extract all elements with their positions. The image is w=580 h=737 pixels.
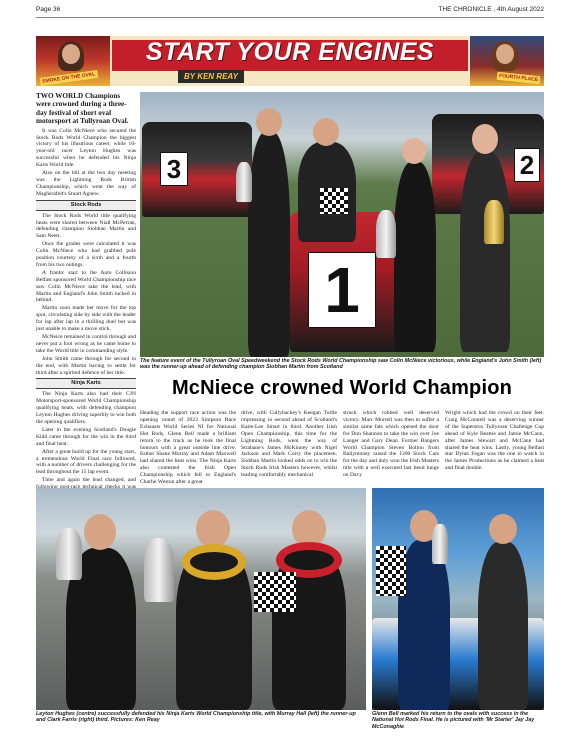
car-number-1: 1 (308, 252, 376, 328)
paragraph: A frantic start to the Auto Collision Belfast sponsored World Championship race saw Colin McNiece take the lead, with Martin and England's John Smith tucked in behind. (36, 269, 136, 304)
paragraph: The Ninja Karts also had their CJN Motorsport-sponsored World Championship qualifying heats, with defending champion Leyton Hughes driving superbly to win both the opening qualifiers. (36, 391, 136, 425)
subhead-stock-rods: Stock Rods (36, 200, 136, 211)
hotrods-photo-caption: Glenn Bell marked his return to the ovals with success in the National Hot Rods Final. He is pictured with 'Mr Starter' Jay Jay McConaghie (372, 711, 535, 730)
chequered-flag-icon (320, 188, 348, 214)
paragraph: The Stock Rods World title qualifying heats were shared between Niall McPerran, defending champion Siobhan Martin and Sam Neter. (36, 212, 136, 240)
paragraph: drive, with Cullybackey's Keegan Turtle impressing in second ahead of Scotland's Katie-Lee Smart in third. Another Irish Open Championship, this time for the Lightning Rods, went the way of Strabane's James McKinney with Nigel Jackson and Mark Corry the placemen. Siobhan Martin looked odds on to win the Stock Rods Irish Masters however, whilst leading comfortably mechanical (241, 410, 337, 479)
paragraph: Once the grades were calculated it was Colin McNiece who had grabbed pole position courtesy of a sixth and a fourth from his two outings. (36, 241, 136, 268)
karts-photo (36, 488, 366, 710)
car-number-3: 3 (160, 152, 188, 186)
trophy-icon (376, 210, 396, 258)
paragraph: Martin soon made her move for the top spot, circulating side by side with the leader for lap after lap in a thrilling duel but was just unable to make a move stick. (36, 305, 136, 333)
head (313, 118, 339, 146)
karts-photo-caption: Leyton Hughes (centre) successfully defended his Ninja Karts World Championship title, with Murray Hall (left) the runner-up and Clark Farris (right) third. Pictures: Ken Reay (36, 711, 356, 724)
paragraph: Also on the bill at the two day meeting was the Lightning Rods British Championship, which went the way of Magherafelt's Stuart Agnew. (36, 170, 136, 197)
paragraph: McNeice remained in control through and never put a foot wrong as he came home to take the World title in commanding style. (36, 334, 136, 354)
driver-john-smith (248, 132, 290, 357)
chequered-flag-icon (254, 572, 296, 612)
trophy-icon (484, 200, 504, 244)
article-left-column (36, 92, 136, 484)
article-headline: McNiece crowned World Champion (140, 372, 544, 405)
publication-date: THE CHRONICLE , 4th August 2022 (438, 6, 544, 13)
paragraph: John Smith came through for second in the end, with Martin having to settle for third after a spirited defence of her title. (36, 355, 136, 376)
trophy-icon (56, 528, 82, 580)
paragraph: Wright which had the crowd on their feet. Craig McConnell was a deserving winner of the Superstox Tullyroan Challenge Cup ahead of Kyle Beattie and Jamie McCann, after James Stewart and McCann had shared the heat wins. Lastly, young Belfast star Dylan Fegan was the one to watch in the James Productions as he claimed a heat and final double. (445, 410, 544, 472)
banner-left-photo (36, 36, 110, 86)
race-car-left (142, 122, 252, 217)
paragraph: It was Colin McNiece who secured the Stock Rods World Champion the biggest victory of his illustrious career, while 10-year-old racer Leyton Hughes was successful when he defended his Ninja Karts World title. (36, 127, 136, 169)
driver-junior (394, 162, 436, 352)
head (196, 510, 230, 548)
garland-icon (182, 544, 246, 580)
banner-right-tag: FOURTH PLACE (497, 72, 541, 84)
trophy-icon (432, 524, 448, 564)
hotrods-photo (372, 488, 544, 710)
banner-left-tag: SMOKE ON THE OVAL (40, 70, 98, 86)
banner-title: START YOUR ENGINES (145, 38, 435, 66)
main-photo-caption: The feature event of the Tullyroan Oval Speedweekend the Stock Rods World Championship saw Colin McNiece victorious, while England's John Smith (left) was the runner-up ahead of defending champion Siobhan Martin from Scotland (140, 358, 542, 371)
head (489, 514, 517, 544)
head (402, 138, 426, 164)
banner-right-photo (470, 36, 544, 86)
paragraph: Heading the support race action was the opening round of 2023 Simpson Race Exhausts World Series NI for National Hot Rods, Glenn Bell made a brilliant return to the track as he took the final honours with a great outside line drive. Esther Shane Murray and Adam Maxwell had shared the heat wins. The Ninja Karts also contested the Irish Open Championship which fell to England's Charlie Weston after a great (140, 410, 236, 486)
byline: BY KEN REAY (178, 70, 244, 83)
paragraph: Later in the evening Scotland's Dougie Kidd came through for the win in the third and final heat. (36, 426, 136, 447)
article-lead: TWO WORLD Champions were crowned during a three-day festival of short oval motorsport at Tullyroan Oval. (36, 92, 129, 126)
subhead-ninja-karts: Ninja Karts (36, 378, 136, 389)
starter-jay-jay-mcconaghie (478, 542, 528, 710)
paragraph: struck which robbed well deserved victory. Marc Morrell was then to suffer a similar same fate which opened the door for Don Shannon to take the win over Joe Langer and Gary Dean. Former Bangers World Champion Steven Bolton from Ballymoney raised the 1300 Stock Cars for the day and duly won the Irish Masters title with a well executed last bend lunge on Davy (343, 410, 439, 479)
section-banner (36, 36, 544, 86)
article-column-a (140, 410, 236, 484)
page-number: Page 36 (36, 6, 61, 13)
chequered-flag-icon (376, 546, 406, 596)
article-column-b (241, 410, 337, 484)
page-header (36, 6, 544, 18)
paragraph: After a great build up for the young stars, a tremendous World Final race followed, with a number of drivers challenging for the lead throughout the 15 lap event. (36, 448, 136, 476)
paragraph: Time and again the lead changed, and (42, 477, 136, 484)
main-photo-podium (140, 92, 544, 357)
car-number-2: 2 (514, 148, 540, 182)
head (472, 124, 498, 154)
head (84, 514, 116, 550)
trophy-icon (236, 162, 252, 202)
driver-siobhan-martin (460, 152, 510, 352)
trophy-icon (144, 538, 174, 602)
head (256, 108, 282, 136)
article-column-d (445, 410, 544, 484)
article-column-c (343, 410, 439, 484)
